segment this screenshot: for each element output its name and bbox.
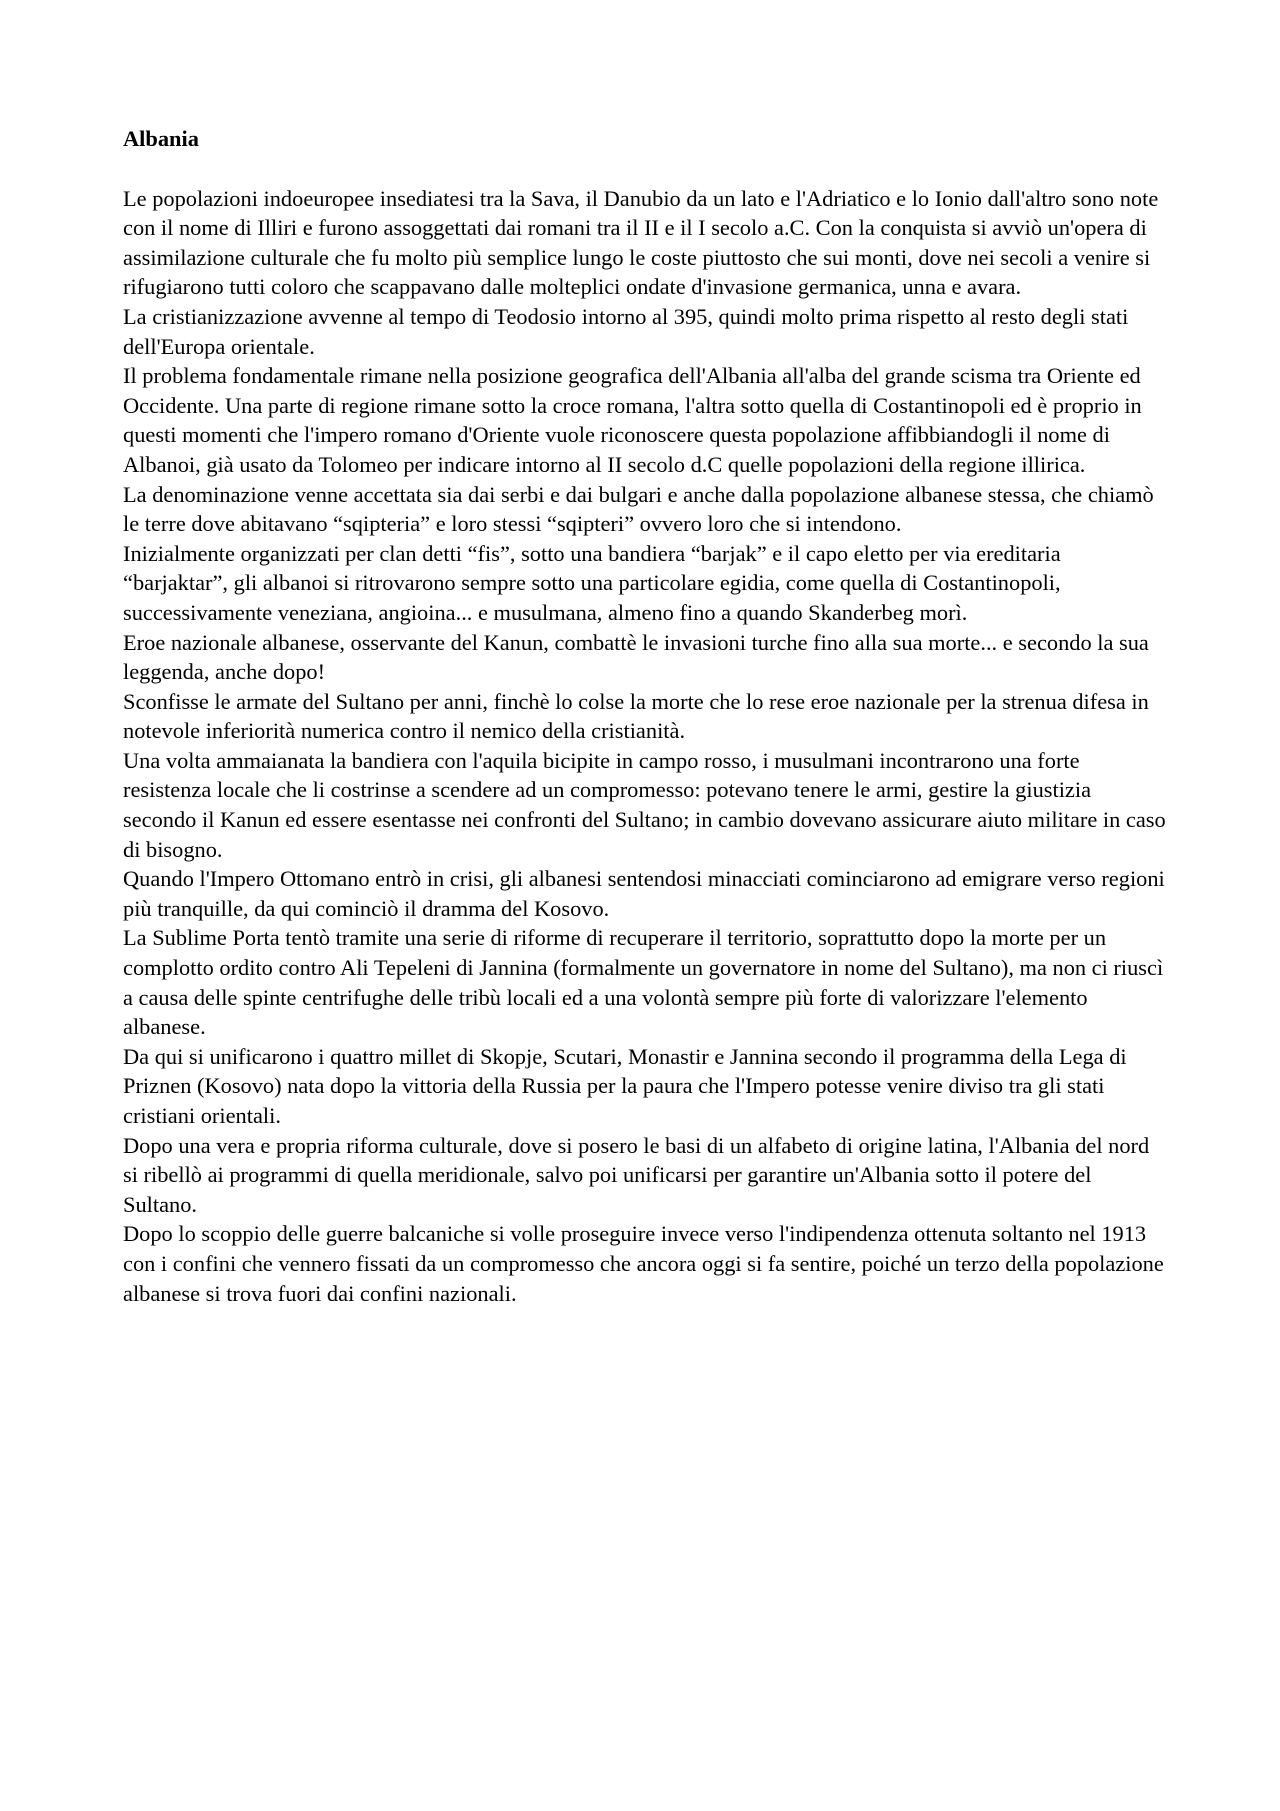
- paragraph-6: Eroe nazionale albanese, osservante del Kanun, combattè le invasioni turche fino alla sua morte... e secondo la sua leggenda, anche dopo!: [123, 629, 1149, 685]
- document-title: Albania: [123, 126, 199, 151]
- paragraph-5: Inizialmente organizzati per clan detti “fis”, sotto una bandiera “barjak” e il capo eletto per via ereditaria “barjaktar”, gli albanoi si ritrovarono sempre sotto una particolare egidia, come quella di Costantinopoli, successivamente veneziana, angioina... e musulmana, almeno fino a quando Skanderbeg morì.: [123, 540, 1061, 625]
- paragraph-13: Dopo lo scoppio delle guerre balcaniche si volle proseguire invece verso l'indipendenza ottenuta soltanto nel 1913 con i confini che vennero fissati da un compromesso che ancora oggi si fa sentire, poiché un terzo della popolazione albanese si trova fuori dai confini nazionali.: [123, 1221, 1164, 1306]
- paragraph-2: La cristianizzazione avvenne al tempo di Teodosio intorno al 395, quindi molto prima rispetto al resto degli stati dell'Europa orientale.: [123, 303, 1129, 359]
- paragraph-12: Dopo una vera e propria riforma culturale, dove si posero le basi di un alfabeto di origine latina, l'Albania del nord si ribellò ai programmi di quella meridionale, salvo poi unificarsi per garantire un'Albania sotto il potere del Sultano.: [123, 1132, 1150, 1217]
- paragraph-4: La denominazione venne accettata sia dai serbi e dai bulgari e anche dalla popolazione albanese stessa, che chiamò le terre dove abitavano “sqipteria” e loro stessi “sqipteri” ovvero loro che si intendono.: [123, 481, 1154, 537]
- paragraph-8: Una volta ammaianata la bandiera con l'aquila bicipite in campo rosso, i musulmani incontrarono una forte resistenza locale che li costrinse a scendere ad un compromesso: potevano tenere le armi, gestire la giustizia secondo il Kanun ed essere esentasse nei confronti del Sultano; in cambio dovevano assicurare aiuto militare in caso di bisogno.: [123, 747, 1166, 862]
- paragraph-9: Quando l'Impero Ottomano entrò in crisi, gli albanesi sentendosi minacciati cominciarono ad emigrare verso regioni più tranquille, da qui cominciò il dramma del Kosovo.: [123, 866, 1165, 921]
- paragraph-3: Il problema fondamentale rimane nella posizione geografica dell'Albania all'alba del grande scisma tra Oriente ed Occidente. Una parte di regione rimane sotto la croce romana, l'altra sotto quella di Costantinopoli ed è proprio in questi momenti che l'impero romano d'Oriente vuole riconoscere questa popolazione affibbiandogli il nome di Albanoi, già usato da Tolomeo per indicare intorno al II secolo d.C quelle popolazioni della regione illirica.: [123, 363, 1142, 477]
- document-body: [123, 124, 1168, 1308]
- paragraph-11: Da qui si unificarono i quattro millet di Skopje, Scutari, Monastir e Jannina secondo il programma della Lega di Priznen (Kosovo) nata dopo la vittoria della Russia per la paura che l'Impero potesse venire diviso tra gli stati cristiani orientali.: [123, 1043, 1127, 1128]
- paragraph-1: Le popolazioni indoeuropee insediatesi tra la Sava, il Danubio da un lato e l'Adriatico e lo Ionio dall'altro sono note con il nome di Illiri e furono assoggettati dai romani tra il II e il I secolo a.C. Con la conquista si avviò un'opera di assimilazione culturale che fu molto più semplice lungo le coste piuttosto che sui monti, dove nei secoli a venire si rifugiarono tutti coloro che scappavano dalle molteplici ondate d'invasione germanica, unna e avara.: [123, 185, 1159, 300]
- paragraph-7: Sconfisse le armate del Sultano per anni, finchè lo colse la morte che lo rese eroe nazionale per la strenua difesa in notevole inferiorità numerica contro il nemico della cristianità.: [123, 688, 1149, 744]
- paragraph-10: La Sublime Porta tentò tramite una serie di riforme di recuperare il territorio, soprattutto dopo la morte per un complotto ordito contro Ali Tepeleni di Jannina (formalmente un governatore in nome del Sultano), ma non ci riuscì a causa delle spinte centrifughe delle tribù locali ed a una volontà sempre più forte di valorizzare l'elemento albanese.: [123, 925, 1164, 1040]
